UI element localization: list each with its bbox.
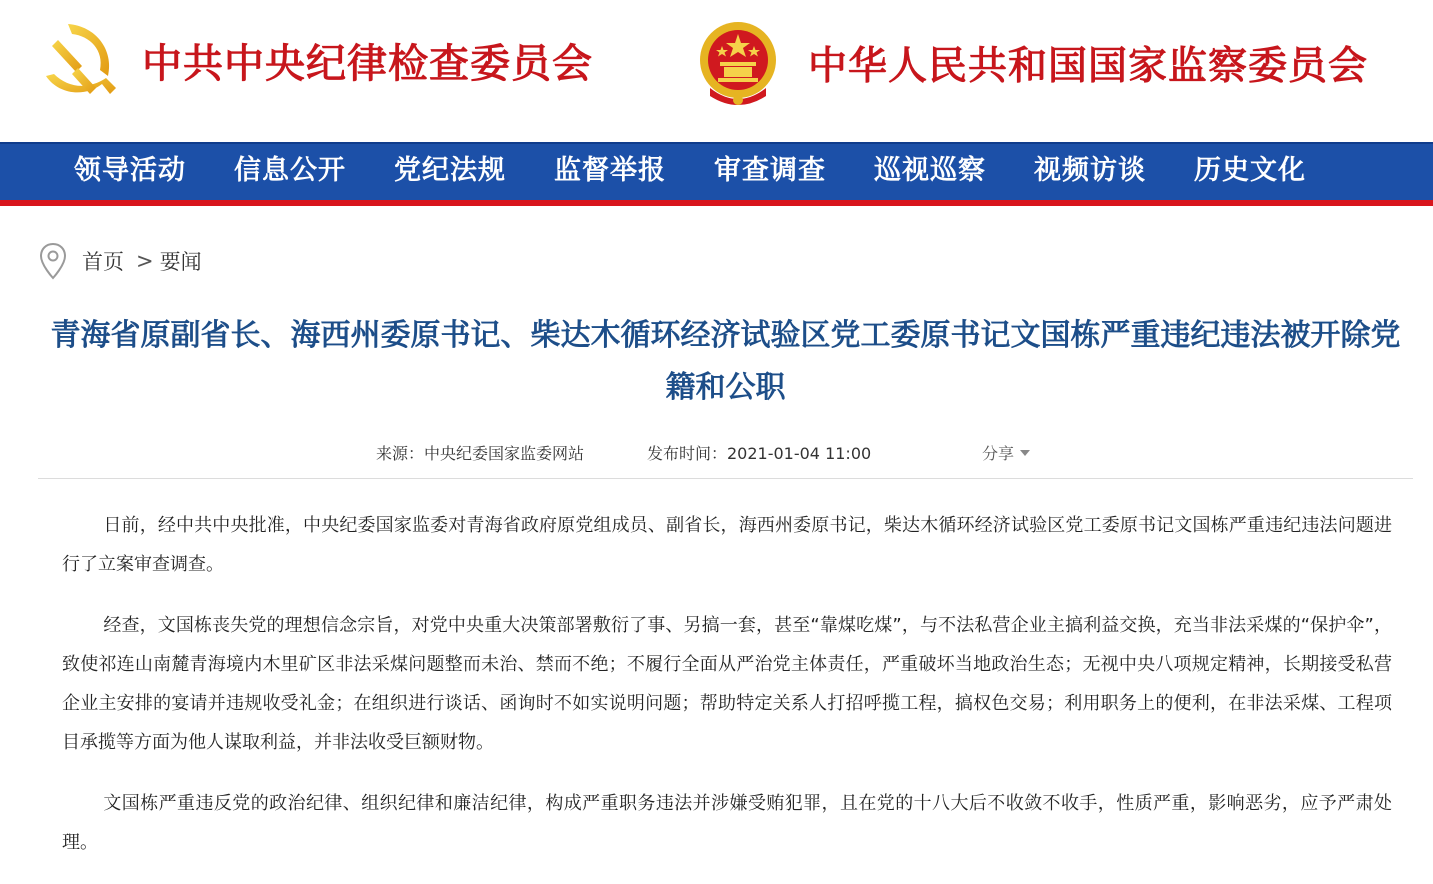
national-emblem-icon: [696, 18, 780, 108]
nsc-brand[interactable]: [696, 18, 1368, 108]
nav-item-investigation[interactable]: 审查调查: [714, 155, 826, 186]
share-button[interactable]: [982, 441, 1030, 464]
breadcrumb-separator: >: [136, 249, 154, 273]
meta-divider: [38, 478, 1413, 479]
article-paragraph: 日前，经中共中央批准，中央纪委国家监委对青海省政府原党组成员、副省长，海西州委原书记，柴达木循环经济试验区党工委原书记文国栋严重违纪违法问题进行了立案审查调查。: [62, 515, 1392, 575]
nsc-name: 中华人民共和国国家监察委员会: [808, 43, 1369, 89]
nav-item-regulations[interactable]: 党纪法规: [394, 155, 506, 186]
article-publish-time: 发布时间：2021-01-04 11:00: [647, 444, 872, 463]
chevron-down-icon: [1020, 450, 1030, 456]
nav-item-video[interactable]: 视频访谈: [1034, 155, 1146, 186]
ccdi-name: 中共中央纪律检查委员会: [142, 39, 593, 87]
breadcrumb-current[interactable]: 要闻: [159, 250, 202, 274]
article-title: 青海省原副省长、海西州委原书记、柴达木循环经济试验区党工委原书记文国栋严重违纪违法被开除党籍和公职: [50, 318, 1401, 405]
site-header: [0, 0, 1433, 142]
ccdi-brand[interactable]: [38, 18, 593, 102]
nav-item-disclosure[interactable]: 信息公开: [234, 155, 346, 186]
party-emblem-icon: [38, 18, 122, 102]
breadcrumb: [38, 242, 202, 280]
nav-item-inspection[interactable]: 巡视巡察: [874, 155, 986, 186]
article-body: [62, 506, 1392, 884]
main-nav: [0, 142, 1433, 200]
nav-accent-bar: [0, 200, 1433, 206]
location-pin-icon: [38, 242, 68, 280]
nav-item-leadership[interactable]: 领导活动: [74, 155, 186, 186]
nav-item-report[interactable]: 监督举报: [554, 155, 666, 186]
article-source: 来源：中央纪委国家监委网站: [376, 444, 585, 463]
breadcrumb-home[interactable]: 首页: [82, 250, 124, 274]
share-label: 分享: [982, 444, 1015, 463]
article-meta: [0, 441, 1433, 467]
article-paragraph: 文国栋严重违反党的政治纪律、组织纪律和廉洁纪律，构成严重职务违法并涉嫌受贿犯罪，且在党的十八大后不收敛不收手，性质严重，影响恶劣，应予严肃处理。: [62, 793, 1392, 853]
nav-item-history[interactable]: 历史文化: [1194, 155, 1306, 186]
article-paragraph: 经查，文国栋丧失党的理想信念宗旨，对党中央重大决策部署敷衍了事、另搞一套，甚至“靠煤吃煤”，与不法私营企业主搞利益交换，充当非法采煤的“保护伞”，致使祁连山南麓青海境内木里矿区非法采煤问题整而未治、禁而不绝；不履行全面从严治党主体责任，严重破坏当地政治生态；无视中央八项规定精神，长期接受私营企业主安排的宴请并违规收受礼金；在组织进行谈话、函询时不如实说明问题；帮助特定关系人打招呼揽工程，搞权色交易；利用职务上的便利，在非法采煤、工程项目承揽等方面为他人谋取利益，并非法收受巨额财物。: [62, 615, 1392, 753]
